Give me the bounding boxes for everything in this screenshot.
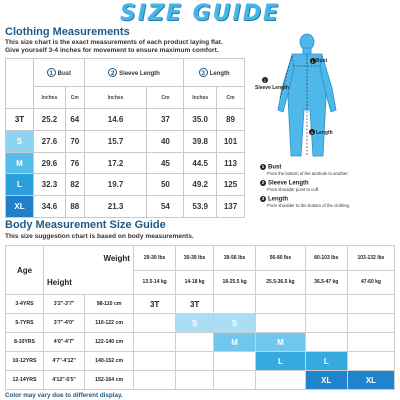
body-table [5,245,395,390]
unit-cell: Cm [217,87,245,109]
figure-marker-1-num: 1 [311,58,314,64]
legend-length: 3 Length From shoulder to the bottom of the clothing. [261,196,351,208]
figure-sleeve-label: Sleeve Length [255,85,289,91]
size-suggestion-cell [176,352,214,371]
height-cm-cell: 110-122 cm [85,314,134,333]
size-suggestion-cell: 3T [176,295,214,314]
height-cm-cell: 140-152 cm [85,352,134,371]
color-disclaimer: Color may vary due to different display. [5,392,123,399]
size-suggestion-cell [305,295,347,314]
measure-cell: 82 [65,174,84,196]
page-title: SIZE GUIDE [119,1,281,26]
measure-cell: 76 [65,152,84,174]
size-suggestion-cell [133,352,175,371]
measure-cell: 19.7 [84,174,147,196]
age-row [6,333,395,352]
measure-cell: 15.7 [84,130,147,152]
height-in-cell: 4'7"-4'12" [44,352,85,371]
size-suggestion-cell [305,314,347,333]
age-cell: 10-12YRS [6,352,44,371]
height-cm-cell: 122-140 cm [85,333,134,352]
measure-cell: 17.2 [84,152,147,174]
figure-marker-2-num: 2 [263,77,266,83]
measure-cell: 34.6 [34,196,66,218]
weight-lbs: 29-30 lbs [133,246,175,271]
size-cell: M [6,152,34,174]
measure-cell: 125 [217,174,245,196]
height-cm-cell: 98-110 cm [85,295,134,314]
unit-cell: Inches [84,87,147,109]
measure-cell: 64 [65,109,84,131]
size-row [6,196,245,218]
size-suggestion-cell [256,295,305,314]
size-suggestion-cell: S [176,314,214,333]
measure-cell: 14.6 [84,109,147,131]
age-row [6,352,395,371]
weight-kg: 36.5-47 kg [305,270,347,295]
legend-bust: 1 Bust From the bottom of the armhole to another. [261,164,349,176]
size-cell: 3T [6,109,34,131]
height-in-cell: 3'2"-3'7" [44,295,85,314]
age-header: Age [6,246,44,295]
size-cell: L [6,174,34,196]
sleeve-header: 2 Sleeve Length [84,59,184,87]
weight-lbs: 80-103 lbs [305,246,347,271]
unit-cell: Inches [34,87,66,109]
size-cell: XL [6,196,34,218]
size-suggestion-cell: S [213,314,255,333]
body-heading: Body Measurement Size Guide [5,219,166,231]
measure-cell: 37 [147,109,184,131]
size-row [6,174,245,196]
clothing-table [5,58,245,218]
clothing-desc-2: Give yourself 3-4 inches for movement to ensure maximum comfort. [5,47,219,54]
age-cell: 5-7YRS [6,314,44,333]
measure-cell: 39.8 [184,130,217,152]
measure-cell: 40 [147,130,184,152]
age-cell: 8-10YRS [6,333,44,352]
measure-cell: 49.2 [184,174,217,196]
measure-cell: 35.0 [184,109,217,131]
clothing-heading: Clothing Measurements [5,26,130,38]
height-in-cell: 4'12"-5'5" [44,371,85,390]
figure-head [300,34,314,50]
size-suggestion-cell [133,371,175,390]
figure-marker-3-num: 3 [310,129,313,135]
measure-cell: 70 [65,130,84,152]
measure-cell: 29.6 [34,152,66,174]
size-suggestion-cell [256,371,305,390]
size-suggestion-cell: M [213,333,255,352]
measure-cell: 88 [65,196,84,218]
size-suggestion-cell [347,352,394,371]
size-suggestion-cell [347,314,394,333]
size-corner [6,59,34,109]
weight-lbs: 56-80 lbs [256,246,305,271]
size-row [6,152,245,174]
weight-kg: 18-25.5 kg [213,270,255,295]
height-in-cell: 4'0"-4'7" [44,333,85,352]
size-suggestion-cell [256,314,305,333]
age-cell: 3-4YRS [6,295,44,314]
legend-sleeve: 2 Sleeve Length From shoulder point to cuff. [261,180,320,192]
size-suggestion-cell: M [256,333,305,352]
measure-cell: 89 [217,109,245,131]
weight-kg: 25.5-36.5 kg [256,270,305,295]
weight-kg: 47-60 kg [347,270,394,295]
weight-lbs: 103-132 lbs [347,246,394,271]
size-suggestion-cell [133,333,175,352]
size-suggestion-cell: L [305,352,347,371]
size-cell: S [6,130,34,152]
clothing-desc-1: This size chart is the exact measurements of each product laying flat. [5,39,223,46]
figure-neck [303,48,311,54]
size-suggestion-cell: L [256,352,305,371]
size-suggestion-cell [213,352,255,371]
jumpsuit-figure [252,28,392,168]
bust-header: 1 Bust [34,59,85,87]
measure-cell: 54 [147,196,184,218]
measure-cell: 44.5 [184,152,217,174]
figure-bust-label: Bust [316,58,328,64]
weight-header: Weight [44,246,134,271]
measure-cell: 21.3 [84,196,147,218]
measure-cell: 45 [147,152,184,174]
weight-kg: 14-18 kg [176,270,214,295]
weight-lbs: 30-39 lbs [176,246,214,271]
age-row [6,295,395,314]
measure-cell: 137 [217,196,245,218]
measure-cell: 53.9 [184,196,217,218]
unit-cell: Inches [184,87,217,109]
unit-cell: Cm [65,87,84,109]
size-suggestion-cell [176,333,214,352]
measure-cell: 50 [147,174,184,196]
size-suggestion-cell: XL [347,371,394,390]
size-suggestion-cell [305,333,347,352]
size-suggestion-cell [347,295,394,314]
height-header: Height [44,270,134,295]
age-cell: 12-14YRS [6,371,44,390]
weight-kg: 13.5-14 kg [133,270,175,295]
size-suggestion-cell [347,333,394,352]
age-row [6,371,395,390]
size-suggestion-cell [213,295,255,314]
height-cm-cell: 152-164 cm [85,371,134,390]
height-in-cell: 3'7"-4'0" [44,314,85,333]
measure-cell: 27.6 [34,130,66,152]
measure-cell: 32.3 [34,174,66,196]
size-row [6,109,245,131]
size-suggestion-cell [133,314,175,333]
weight-lbs: 39-56 lbs [213,246,255,271]
body-desc: This size suggestion chart is based on body measurements. [5,233,194,240]
size-row [6,130,245,152]
measure-cell: 101 [217,130,245,152]
unit-cell: Cm [147,87,184,109]
size-suggestion-cell: XL [305,371,347,390]
size-suggestion-cell [176,371,214,390]
length-header: 3 Length [184,59,245,87]
measure-cell: 25.2 [34,109,66,131]
figure-length-label: Length [316,130,333,136]
measure-cell: 113 [217,152,245,174]
age-row [6,314,395,333]
size-suggestion-cell: 3T [133,295,175,314]
size-suggestion-cell [213,371,255,390]
